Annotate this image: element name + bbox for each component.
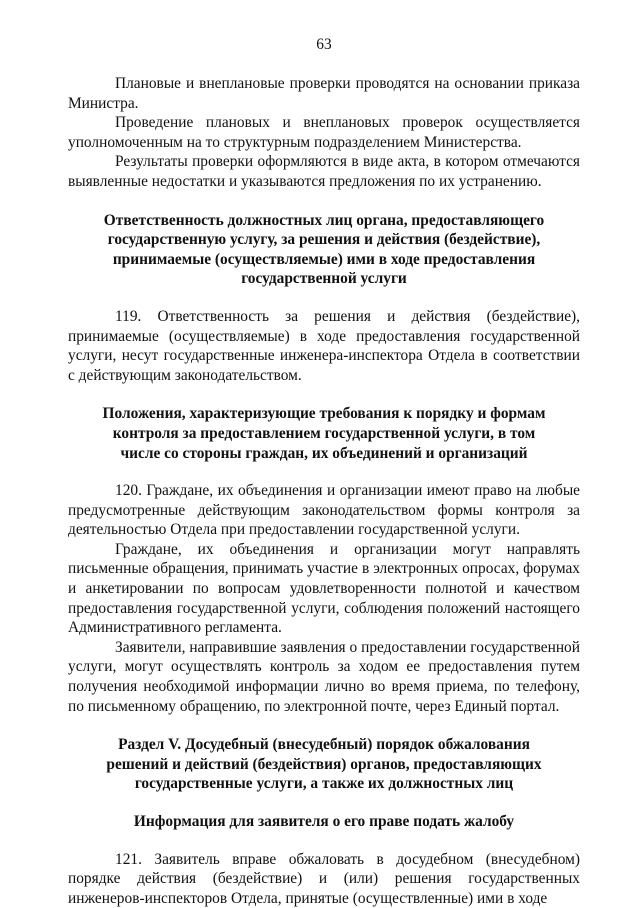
paragraph-120: 120. Граждане, их объединения и организации имеют право на любые предусмотренные действующим законодательством формы контроля за деятельностью Отдела при предоставлении государственной услуги. — [68, 482, 580, 539]
paragraph-inspections-conduct: Проведение плановых и внеплановых проверок осуществляется уполномоченным на то структурным подразделением Министерства. — [68, 114, 580, 151]
paragraph-citizens-appeals: Граждане, их объединения и организации могут направлять письменные обращения, принимать участие в электронных опросах, форумах и анкетировании по вопросам удовлетворенности полнотой и качеством предоставления государственной услуги, соблюдения положений настоящего Административного регламента. — [68, 540, 580, 637]
heading-section-5: Раздел V. Досудебный (внесудебный) порядок обжалования решений и действий (бездействия) органов, предоставляющих государственные услуги, а также их должностных лиц — [106, 736, 542, 793]
heading-responsibility: Ответственность должностных лиц органа, предоставляющего государственную услугу, за решения и действия (бездействие), принимаемые (осуществляемые) ими в ходе предоставления государственной услуги — [103, 211, 545, 288]
paragraph-applicants-control: Заявители, направившие заявления о предоставлении государственной услуги, могут осуществлять контроль за ходом ее предоставления путем получения необходимой информации лично во время приема, по телефону, по письменному обращению, по электронной почте, через Единый портал. — [68, 638, 580, 715]
paragraph-inspections-basis: Плановые и внеплановые проверки проводятся на основании приказа Министра. — [68, 75, 580, 112]
page-number: 63 — [316, 36, 332, 53]
paragraph-inspections-results: Результаты проверки оформляются в виде акта, в котором отмечаются выявленные недостатки и указываются предложения по их устранению. — [68, 153, 580, 190]
heading-control-requirements: Положения, характеризующие требования к порядку и формам контроля за предоставлением государственной услуги, в том числе со стороны граждан, их объединений и организаций — [102, 405, 546, 462]
paragraph-121: 121. Заявитель вправе обжаловать в досудебном (внесудебном) порядке действия (бездействие) и (или) решения государственных инженеров-инспекторов Отдела, принятые (осуществленные) ими в ходе — [68, 850, 580, 907]
heading-complaint-info: Информация для заявителя о его праве подать жалобу — [133, 813, 515, 830]
document-page — [68, 36, 580, 908]
paragraph-119: 119. Ответственность за решения и действия (бездействие), принимаемые (осуществляемые) в ходе предоставления государственной услуги, несут государственные инженера-инспектора Отдела в соответствии с действующим законодательством. — [68, 307, 580, 384]
